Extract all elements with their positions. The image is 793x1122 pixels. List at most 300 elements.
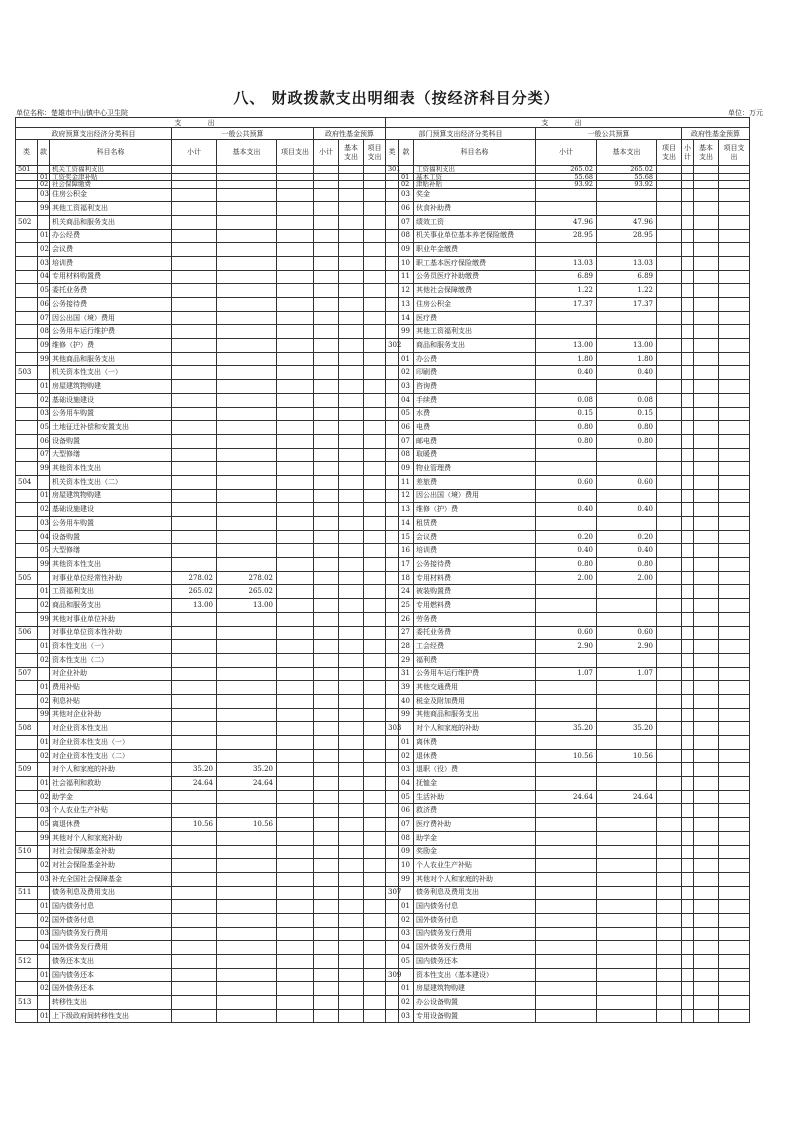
table-row xyxy=(16,708,750,722)
cell-empty xyxy=(694,640,719,654)
cell-rs: 1.22 xyxy=(536,284,597,298)
cell-empty xyxy=(277,530,314,544)
cell-empty xyxy=(682,311,694,325)
cell-ls xyxy=(172,736,217,750)
cell-ln: 公务用车购置 xyxy=(50,407,172,421)
cell-empty xyxy=(364,667,386,681)
cell-ln: 大型修缮 xyxy=(50,448,172,462)
cell-rs xyxy=(536,831,597,845)
cell-rc xyxy=(386,681,399,695)
cell-rc xyxy=(386,188,399,202)
cell-ls xyxy=(172,270,217,284)
table-row xyxy=(16,859,750,873)
cell-lb xyxy=(217,859,277,873)
cell-lc xyxy=(16,831,38,845)
cell-ln: 对企业资本性支出（一） xyxy=(50,736,172,750)
cell-empty xyxy=(314,653,339,667)
cell-empty xyxy=(694,489,719,503)
cell-empty xyxy=(339,681,364,695)
cell-rk: 99 xyxy=(399,325,414,339)
cell-lk xyxy=(38,475,50,489)
cell-empty xyxy=(364,489,386,503)
cell-empty xyxy=(339,736,364,750)
table-row xyxy=(16,790,750,804)
cell-empty xyxy=(364,366,386,380)
cell-empty xyxy=(682,831,694,845)
cell-ln: 国内债务还本 xyxy=(50,968,172,982)
cell-rk: 25 xyxy=(399,599,414,613)
cell-ls xyxy=(172,202,217,216)
cell-empty xyxy=(719,790,750,804)
cell-empty xyxy=(277,599,314,613)
cell-rs: 0.08 xyxy=(536,393,597,407)
cell-lk: 04 xyxy=(38,530,50,544)
cell-rb xyxy=(597,777,657,791)
cell-empty xyxy=(657,818,682,832)
cell-lb xyxy=(217,626,277,640)
cell-empty xyxy=(339,173,364,181)
cell-empty xyxy=(719,181,750,189)
cell-empty xyxy=(719,831,750,845)
cell-rk: 04 xyxy=(399,393,414,407)
cell-empty xyxy=(339,708,364,722)
cell-ls xyxy=(172,325,217,339)
cell-empty xyxy=(719,982,750,996)
cell-empty xyxy=(339,380,364,394)
col-fund-basic: 基本支出 xyxy=(339,140,364,166)
cell-empty xyxy=(657,599,682,613)
cell-lk: 03 xyxy=(38,407,50,421)
cell-empty xyxy=(694,270,719,284)
cell-empty xyxy=(339,831,364,845)
table-row xyxy=(16,558,750,572)
cell-empty xyxy=(719,243,750,257)
cell-empty xyxy=(694,517,719,531)
cell-rs: 0.80 xyxy=(536,434,597,448)
cell-empty xyxy=(277,311,314,325)
cell-rn: 医疗费补助 xyxy=(414,818,536,832)
cell-empty xyxy=(314,571,339,585)
cell-lk: 99 xyxy=(38,831,50,845)
cell-ls xyxy=(172,886,217,900)
cell-rb xyxy=(597,202,657,216)
cell-empty xyxy=(657,407,682,421)
cell-lk xyxy=(38,667,50,681)
cell-lk: 99 xyxy=(38,202,50,216)
cell-empty xyxy=(339,298,364,312)
cell-lk: 04 xyxy=(38,270,50,284)
cell-lb xyxy=(217,311,277,325)
cell-rk: 03 xyxy=(399,380,414,394)
cell-empty xyxy=(339,804,364,818)
cell-rc xyxy=(386,503,399,517)
cell-lk: 01 xyxy=(38,777,50,791)
cell-empty xyxy=(277,173,314,181)
cell-lc xyxy=(16,243,38,257)
cell-empty xyxy=(657,640,682,654)
cell-rn: 被装购置费 xyxy=(414,585,536,599)
cell-empty xyxy=(339,1009,364,1023)
cell-ln: 社会保障缴费 xyxy=(50,181,172,189)
cell-rs xyxy=(536,612,597,626)
cell-rb xyxy=(597,325,657,339)
cell-empty xyxy=(719,859,750,873)
cell-empty xyxy=(694,941,719,955)
cell-empty xyxy=(277,804,314,818)
cell-empty xyxy=(277,1009,314,1023)
cell-lc xyxy=(16,421,38,435)
cell-lk: 02 xyxy=(38,913,50,927)
cell-lb xyxy=(217,640,277,654)
table-row xyxy=(16,434,750,448)
cell-empty xyxy=(657,612,682,626)
cell-rn: 维修（护）费 xyxy=(414,503,536,517)
cell-rc xyxy=(386,927,399,941)
cell-rb xyxy=(597,955,657,969)
cell-rn: 其他对个人和家庭的补助 xyxy=(414,872,536,886)
cell-lb xyxy=(217,352,277,366)
left-general-budget-header: 一般公共预算 xyxy=(172,128,314,140)
cell-lk xyxy=(38,996,50,1010)
cell-empty xyxy=(339,366,364,380)
cell-empty xyxy=(277,626,314,640)
cell-empty xyxy=(657,968,682,982)
cell-rc xyxy=(386,558,399,572)
cell-empty xyxy=(657,166,682,174)
table-row xyxy=(16,996,750,1010)
cell-empty xyxy=(314,325,339,339)
cell-empty xyxy=(314,694,339,708)
cell-empty xyxy=(314,913,339,927)
cell-empty xyxy=(364,1009,386,1023)
cell-empty xyxy=(277,653,314,667)
cell-rn: 工会经费 xyxy=(414,640,536,654)
cell-rc xyxy=(386,708,399,722)
cell-empty xyxy=(719,913,750,927)
cell-empty xyxy=(364,256,386,270)
cell-empty xyxy=(719,421,750,435)
cell-lc xyxy=(16,380,38,394)
cell-empty xyxy=(719,544,750,558)
cell-empty xyxy=(719,1009,750,1023)
cell-empty xyxy=(682,173,694,181)
cell-rk: 13 xyxy=(399,503,414,517)
cell-rn: 个人农业生产补贴 xyxy=(414,859,536,873)
cell-empty xyxy=(339,667,364,681)
cell-ln: 国外债务付息 xyxy=(50,913,172,927)
cell-rb xyxy=(597,982,657,996)
cell-rn: 资本性支出（基本建设） xyxy=(414,968,536,982)
table-row xyxy=(16,325,750,339)
cell-empty xyxy=(314,585,339,599)
cell-empty xyxy=(339,872,364,886)
table-row xyxy=(16,530,750,544)
cell-empty xyxy=(277,996,314,1010)
cell-rk: 09 xyxy=(399,845,414,859)
cell-ls xyxy=(172,749,217,763)
cell-empty xyxy=(339,544,364,558)
cell-empty xyxy=(314,831,339,845)
cell-ls xyxy=(172,380,217,394)
col-r-subtotal: 小计 xyxy=(536,140,597,166)
cell-ls xyxy=(172,626,217,640)
cell-empty xyxy=(694,1009,719,1023)
cell-rc xyxy=(386,831,399,845)
cell-empty xyxy=(314,503,339,517)
cell-empty xyxy=(314,475,339,489)
cell-lc xyxy=(16,517,38,531)
cell-empty xyxy=(339,626,364,640)
cell-rs: 0.40 xyxy=(536,503,597,517)
cell-rs: 24.64 xyxy=(536,790,597,804)
cell-empty xyxy=(339,517,364,531)
cell-lc xyxy=(16,530,38,544)
cell-rc xyxy=(386,763,399,777)
cell-empty xyxy=(657,941,682,955)
cell-empty xyxy=(277,872,314,886)
cell-ls xyxy=(172,173,217,181)
cell-lc xyxy=(16,298,38,312)
cell-empty xyxy=(694,166,719,174)
cell-rc xyxy=(386,941,399,955)
cell-empty xyxy=(277,927,314,941)
cell-rk: 07 xyxy=(399,818,414,832)
cell-ln: 国外债务发行费用 xyxy=(50,941,172,955)
cell-empty xyxy=(277,941,314,955)
cell-empty xyxy=(694,434,719,448)
cell-ln: 对社会保险基金补助 xyxy=(50,859,172,873)
cell-rk: 99 xyxy=(399,872,414,886)
cell-empty xyxy=(277,256,314,270)
cell-empty xyxy=(314,421,339,435)
cell-empty xyxy=(364,544,386,558)
cell-rs: 13.00 xyxy=(536,339,597,353)
cell-lb xyxy=(217,1009,277,1023)
cell-empty xyxy=(682,653,694,667)
cell-ls xyxy=(172,489,217,503)
cell-empty xyxy=(657,571,682,585)
cell-empty xyxy=(314,181,339,189)
cell-lc xyxy=(16,339,38,353)
cell-ls xyxy=(172,448,217,462)
cell-rk: 27 xyxy=(399,626,414,640)
cell-lb xyxy=(217,736,277,750)
cell-ln: 社会福利和救助 xyxy=(50,777,172,791)
cell-empty xyxy=(694,311,719,325)
cell-ls xyxy=(172,503,217,517)
cell-empty xyxy=(719,763,750,777)
cell-lc xyxy=(16,558,38,572)
cell-ln: 其他对个人和家庭补助 xyxy=(50,831,172,845)
cell-rk: 01 xyxy=(399,173,414,181)
cell-empty xyxy=(657,298,682,312)
table-row xyxy=(16,626,750,640)
cell-empty xyxy=(657,749,682,763)
cell-empty xyxy=(694,256,719,270)
cell-rb: 24.64 xyxy=(597,790,657,804)
cell-empty xyxy=(364,585,386,599)
cell-lc xyxy=(16,941,38,955)
cell-rk: 13 xyxy=(399,298,414,312)
cell-lb xyxy=(217,612,277,626)
cell-empty xyxy=(694,202,719,216)
cell-empty xyxy=(694,407,719,421)
table-row xyxy=(16,681,750,695)
right-fund-budget-header: 政府性基金预算 xyxy=(682,128,750,140)
cell-empty xyxy=(314,996,339,1010)
cell-ls xyxy=(172,558,217,572)
cell-ln: 资本性支出（一） xyxy=(50,640,172,654)
cell-empty xyxy=(277,215,314,229)
cell-rc xyxy=(386,173,399,181)
cell-ls xyxy=(172,955,217,969)
cell-rn: 债务利息及费用支出 xyxy=(414,886,536,900)
cell-empty xyxy=(314,667,339,681)
table-row xyxy=(16,380,750,394)
cell-empty xyxy=(682,571,694,585)
cell-ln: 其他对事业单位补助 xyxy=(50,612,172,626)
cell-empty xyxy=(682,708,694,722)
cell-ln: 补充全国社会保障基金 xyxy=(50,872,172,886)
cell-rb xyxy=(597,612,657,626)
right-group-header: 部门预算支出经济分类科目 xyxy=(386,128,536,140)
cell-empty xyxy=(719,818,750,832)
cell-empty xyxy=(277,270,314,284)
cell-ln: 其他工资福利支出 xyxy=(50,202,172,216)
cell-rk: 11 xyxy=(399,270,414,284)
cell-lc xyxy=(16,640,38,654)
cell-lb xyxy=(217,955,277,969)
cell-empty xyxy=(719,722,750,736)
cell-rn: 救济费 xyxy=(414,804,536,818)
cell-empty xyxy=(364,311,386,325)
cell-rs xyxy=(536,872,597,886)
cell-empty xyxy=(694,845,719,859)
cell-empty xyxy=(364,640,386,654)
cell-lk: 02 xyxy=(38,694,50,708)
cell-lc: 502 xyxy=(16,215,38,229)
cell-rs xyxy=(536,900,597,914)
cell-rs: 0.40 xyxy=(536,544,597,558)
cell-empty xyxy=(339,407,364,421)
cell-lb xyxy=(217,831,277,845)
cell-ls xyxy=(172,804,217,818)
cell-rb: 0.60 xyxy=(597,475,657,489)
cell-rk: 07 xyxy=(399,434,414,448)
cell-empty xyxy=(719,325,750,339)
cell-rb: 1.22 xyxy=(597,284,657,298)
cell-rk: 03 xyxy=(399,188,414,202)
cell-ln: 会议费 xyxy=(50,243,172,257)
cell-empty xyxy=(682,667,694,681)
cell-lk: 99 xyxy=(38,462,50,476)
cell-empty xyxy=(657,763,682,777)
cell-empty xyxy=(314,544,339,558)
cell-empty xyxy=(339,886,364,900)
right-section-label: 支 出 xyxy=(386,118,750,128)
cell-lc xyxy=(16,818,38,832)
cell-lk: 02 xyxy=(38,790,50,804)
cell-empty xyxy=(682,434,694,448)
cell-empty xyxy=(314,886,339,900)
cell-empty xyxy=(694,886,719,900)
cell-rb xyxy=(597,380,657,394)
cell-rc xyxy=(386,585,399,599)
cell-empty xyxy=(682,421,694,435)
col-subtotal: 小计 xyxy=(172,140,217,166)
cell-empty xyxy=(657,653,682,667)
cell-ln: 对个人和家庭的补助 xyxy=(50,763,172,777)
header-row-columns xyxy=(16,140,750,166)
cell-empty xyxy=(364,694,386,708)
cell-lc xyxy=(16,434,38,448)
cell-rk: 15 xyxy=(399,530,414,544)
cell-empty xyxy=(364,626,386,640)
cell-empty xyxy=(314,1009,339,1023)
col-project: 项目支出 xyxy=(277,140,314,166)
cell-lc xyxy=(16,694,38,708)
cell-empty xyxy=(277,325,314,339)
cell-rb xyxy=(597,886,657,900)
cell-empty xyxy=(314,599,339,613)
cell-rk: 08 xyxy=(399,229,414,243)
cell-rk: 12 xyxy=(399,489,414,503)
cell-empty xyxy=(314,298,339,312)
cell-empty xyxy=(657,517,682,531)
cell-empty xyxy=(277,722,314,736)
cell-empty xyxy=(657,872,682,886)
cell-rb: 0.60 xyxy=(597,626,657,640)
cell-rn: 会议费 xyxy=(414,530,536,544)
cell-empty xyxy=(364,421,386,435)
cell-lb xyxy=(217,653,277,667)
cell-lk xyxy=(38,845,50,859)
cell-lk: 01 xyxy=(38,640,50,654)
page-title: 八、 财政拨款支出明细表（按经济科目分类） xyxy=(233,89,560,107)
cell-rc xyxy=(386,612,399,626)
cell-ln: 国内债务发行费用 xyxy=(50,927,172,941)
cell-empty xyxy=(694,229,719,243)
cell-ln: 个人农业生产补贴 xyxy=(50,804,172,818)
cell-lc xyxy=(16,859,38,873)
cell-lb xyxy=(217,722,277,736)
cell-empty xyxy=(277,749,314,763)
table-row xyxy=(16,339,750,353)
cell-empty xyxy=(694,900,719,914)
cell-empty xyxy=(314,612,339,626)
cell-lc xyxy=(16,804,38,818)
cell-lb xyxy=(217,256,277,270)
cell-rb xyxy=(597,517,657,531)
cell-ls: 13.00 xyxy=(172,599,217,613)
cell-ls xyxy=(172,694,217,708)
cell-empty xyxy=(719,585,750,599)
table-row xyxy=(16,298,750,312)
cell-empty xyxy=(657,188,682,202)
cell-rc xyxy=(386,571,399,585)
cell-empty xyxy=(339,599,364,613)
cell-lc xyxy=(16,1009,38,1023)
cell-rs xyxy=(536,777,597,791)
cell-ls xyxy=(172,927,217,941)
cell-empty xyxy=(277,339,314,353)
cell-lc xyxy=(16,284,38,298)
table-row xyxy=(16,284,750,298)
cell-rc xyxy=(386,448,399,462)
cell-ls xyxy=(172,653,217,667)
cell-empty xyxy=(277,202,314,216)
cell-empty xyxy=(682,166,694,174)
